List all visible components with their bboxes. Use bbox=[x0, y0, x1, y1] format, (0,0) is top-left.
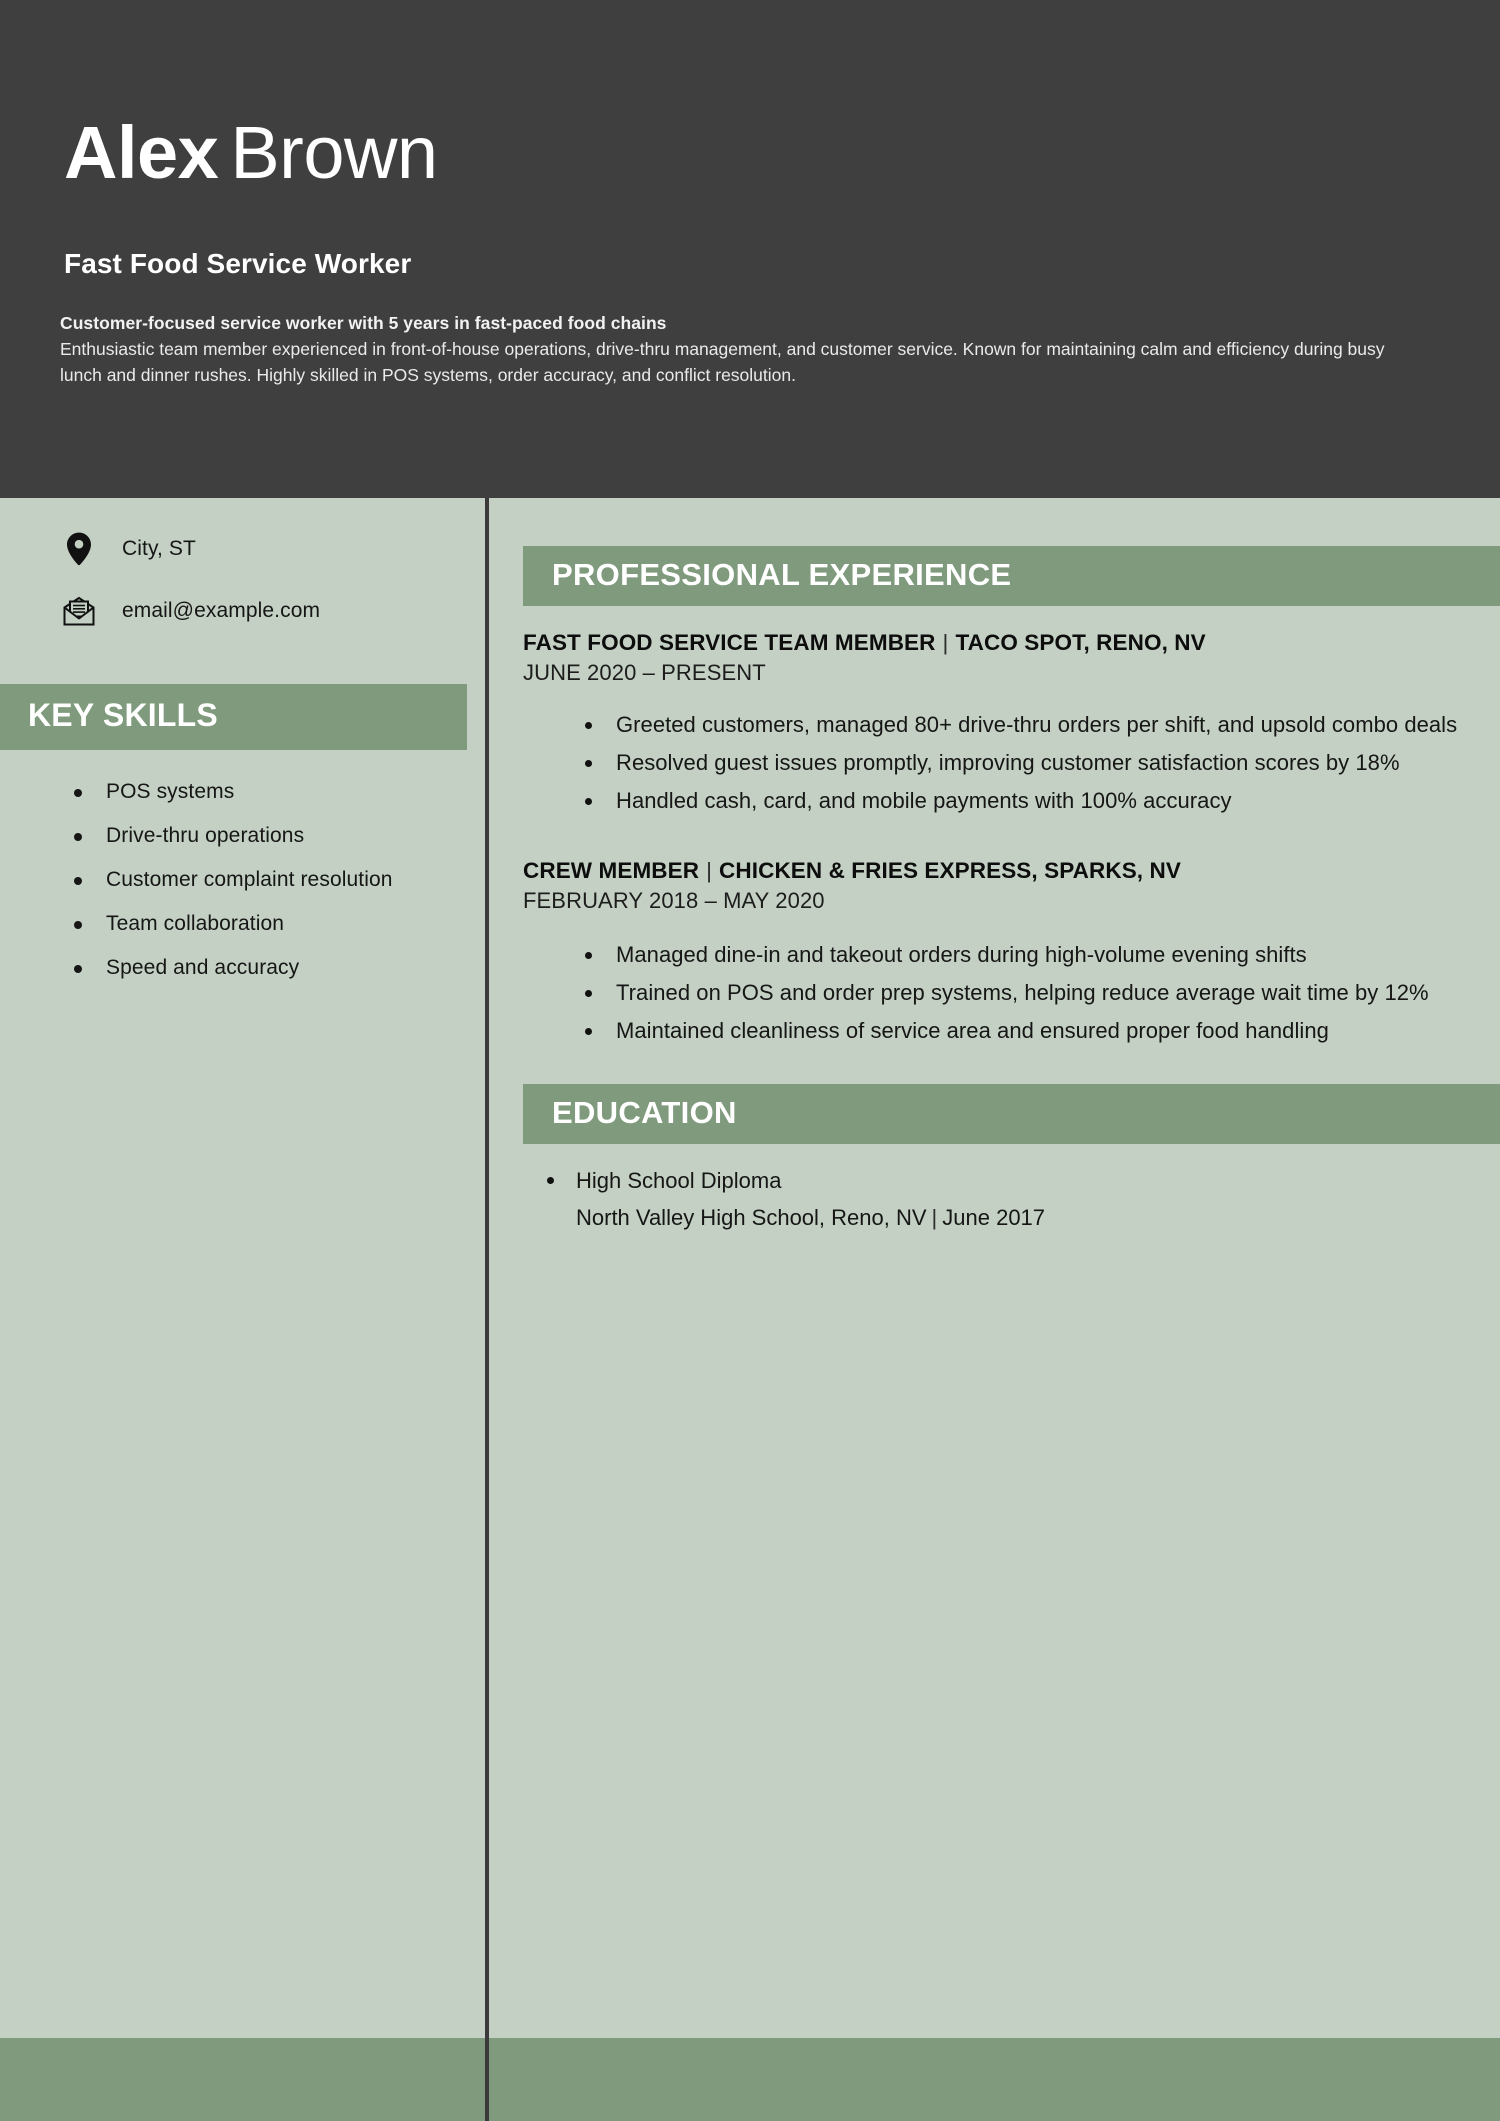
experience-bullet: Maintained cleanliness of service area and ensured proper food handling bbox=[523, 1012, 1500, 1050]
education-list bbox=[489, 1162, 1500, 1236]
contact-row-email[interactable] bbox=[0, 580, 485, 642]
experience-bullet-list bbox=[523, 706, 1500, 820]
contact-location-text: City, ST bbox=[122, 537, 196, 560]
experience-heading bbox=[523, 858, 1500, 884]
education-separator: | bbox=[931, 1205, 938, 1230]
resume-header bbox=[0, 0, 1500, 498]
experience-bullet: Handled cash, card, and mobile payments with 100% accuracy bbox=[523, 782, 1500, 820]
candidate-name bbox=[64, 110, 438, 196]
last-name: Brown bbox=[230, 111, 438, 194]
skill-item: Team collaboration bbox=[0, 902, 470, 946]
experience-bullet: Resolved guest issues promptly, improving customer satisfaction scores by 18% bbox=[523, 744, 1500, 782]
education-section-bar bbox=[523, 1084, 1500, 1144]
experience-bullet-list bbox=[523, 936, 1500, 1050]
summary-headline: Customer-focused service worker with 5 years in fast-paced food chains bbox=[60, 313, 667, 333]
experience-separator: | bbox=[942, 630, 949, 655]
contact-list bbox=[0, 518, 485, 642]
professional-experience-section-bar bbox=[523, 546, 1500, 606]
candidate-job-title: Fast Food Service Worker bbox=[64, 248, 412, 279]
professional-experience-title: PROFESSIONAL EXPERIENCE bbox=[552, 557, 1012, 592]
skill-item: Speed and accuracy bbox=[0, 946, 470, 990]
education-date: June 2017 bbox=[942, 1205, 1046, 1230]
experience-employer: TACO SPOT, RENO, NV bbox=[955, 630, 1206, 655]
contact-row-location bbox=[0, 518, 485, 580]
experience-role: FAST FOOD SERVICE TEAM MEMBER bbox=[523, 630, 936, 655]
summary-block bbox=[60, 310, 1440, 388]
skill-item: POS systems bbox=[0, 770, 470, 814]
experience-role: CREW MEMBER bbox=[523, 858, 700, 883]
key-skills-section-bar bbox=[0, 684, 467, 750]
contact-email-text: email@example.com bbox=[122, 599, 321, 622]
experience-entry bbox=[489, 630, 1500, 820]
experience-separator: | bbox=[706, 858, 713, 883]
experience-dates: JUNE 2020 – PRESENT bbox=[523, 660, 766, 685]
education-school-line bbox=[576, 1199, 1500, 1236]
column-divider bbox=[485, 498, 489, 2121]
education-title: EDUCATION bbox=[552, 1095, 737, 1130]
key-skills-list bbox=[0, 770, 470, 990]
main-column bbox=[489, 498, 1500, 2121]
experience-dates: FEBRUARY 2018 – MAY 2020 bbox=[523, 888, 825, 913]
location-pin-icon bbox=[62, 531, 96, 567]
sidebar bbox=[0, 498, 485, 2121]
experience-bullet: Greeted customers, managed 80+ drive-thru orders per shift, and upsold combo deals bbox=[523, 706, 1500, 744]
education-degree: High School Diploma bbox=[576, 1168, 782, 1193]
first-name: Alex bbox=[64, 111, 219, 194]
summary-body: Enthusiastic team member experienced in front-of-house operations, drive-thru management, and customer service. Known for maintaining calm and efficiency during busy lunch and dinner rushes. Highly skilled in POS systems, order accuracy, and conflict resolution. bbox=[60, 339, 1385, 385]
experience-bullet: Managed dine-in and takeout orders during high-volume evening shifts bbox=[523, 936, 1500, 974]
envelope-icon bbox=[62, 593, 96, 629]
resume-body bbox=[0, 498, 1500, 2121]
key-skills-title: KEY SKILLS bbox=[28, 697, 218, 733]
experience-entry bbox=[489, 858, 1500, 1050]
education-school: North Valley High School, Reno, NV bbox=[576, 1205, 927, 1230]
skill-item: Drive-thru operations bbox=[0, 814, 470, 858]
skill-item: Customer complaint resolution bbox=[0, 858, 470, 902]
experience-bullet: Trained on POS and order prep systems, helping reduce average wait time by 12% bbox=[523, 974, 1500, 1012]
experience-employer: CHICKEN & FRIES EXPRESS, SPARKS, NV bbox=[719, 858, 1181, 883]
education-entry bbox=[523, 1162, 1500, 1236]
experience-heading bbox=[523, 630, 1500, 656]
